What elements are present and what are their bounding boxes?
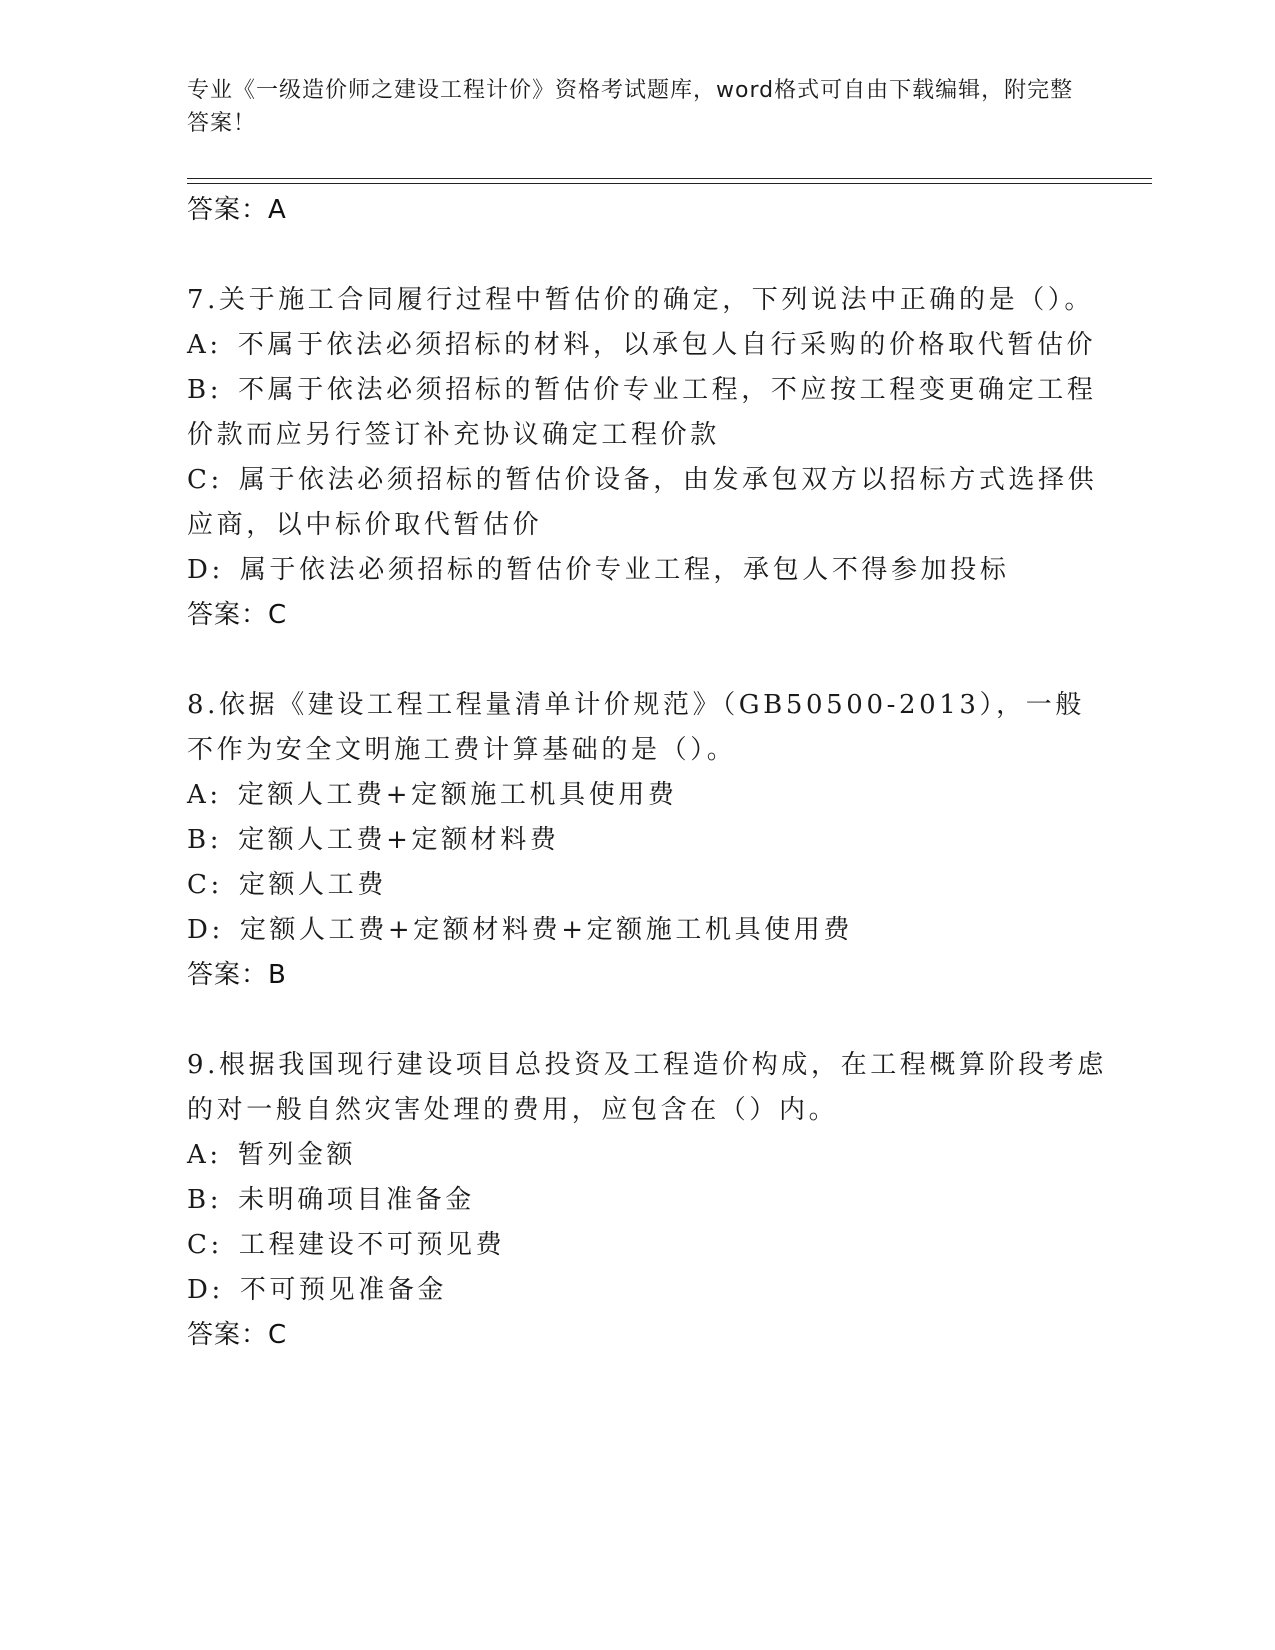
question-8-option-d (187, 908, 1107, 953)
question-9-option-b (187, 1178, 1107, 1223)
option-letter: D: (187, 915, 224, 945)
option-text: 定额人工费+定额材料费 (238, 825, 560, 855)
option-letter: C: (187, 1230, 223, 1260)
header-divider-top (187, 178, 1152, 179)
question-list (187, 188, 1107, 1357)
option-text: 定额人工费+定额材料费+定额施工机具使用费 (239, 915, 853, 945)
option-text: 不属于依法必须招标的材料，以承包人自行采购的价格取代暂估价 (237, 330, 1097, 360)
question-7-option-b (187, 368, 1107, 458)
question-7-option-c (187, 458, 1107, 548)
question-8-option-c (187, 863, 1107, 908)
question-9-answer: 答案：C (187, 1320, 288, 1350)
question-9-option-a (187, 1133, 1107, 1178)
option-letter: C: (187, 870, 223, 900)
option-letter: D: (187, 1275, 224, 1305)
option-text: 属于依法必须招标的暂估价设备，由发承包双方以招标方式选择供应商，以中标价取代暂估价 (187, 465, 1098, 540)
option-text: 不属于依法必须招标的暂估价专业工程，不应按工程变更确定工程价款而应另行签订补充协议确定工程价款 (187, 375, 1097, 450)
question-8-answer: 答案：B (187, 960, 287, 990)
option-letter: A: (187, 780, 222, 810)
previous-question-answer: 答案：A (187, 195, 287, 225)
option-text: 不可预见准备金 (239, 1275, 448, 1305)
question-8-option-b (187, 818, 1107, 863)
question-9-option-c (187, 1223, 1107, 1268)
question-7-stem: 7.关于施工合同履行过程中暂估价的确定，下列说法中正确的是（）。 (187, 285, 1095, 315)
option-letter: D: (187, 555, 224, 585)
option-letter: A: (187, 330, 222, 360)
option-letter: C: (187, 465, 223, 495)
question-9-stem: 9.根据我国现行建设项目总投资及工程造价构成，在工程概算阶段考虑的对一般自然灾害处理的费用，应包含在（）内。 (187, 1050, 1108, 1125)
question-9-option-d (187, 1268, 1107, 1313)
question-7-answer: 答案：C (187, 600, 288, 630)
header-divider-bottom (187, 183, 1152, 184)
option-text: 属于依法必须招标的暂估价专业工程，承包人不得参加投标 (239, 555, 1010, 585)
document-header-text: 专业《一级造价师之建设工程计价》资格考试题库，word格式可自由下载编辑，附完整答案！ (187, 78, 1074, 136)
question-8-stem: 8.依据《建设工程工程量清单计价规范》（GB50500-2013），一般不作为安全文明施工费计算基础的是（）。 (187, 690, 1085, 765)
option-text: 暂列金额 (237, 1140, 357, 1170)
option-letter: B: (187, 825, 223, 855)
option-text: 工程建设不可预见费 (238, 1230, 506, 1260)
question-7 (187, 278, 1107, 637)
question-8 (187, 683, 1107, 997)
option-text: 未明确项目准备金 (238, 1185, 475, 1215)
option-text: 定额人工费 (238, 870, 387, 900)
option-letter: B: (187, 375, 223, 405)
question-7-option-a (187, 323, 1107, 368)
question-7-option-d (187, 548, 1107, 593)
question-9 (187, 1043, 1107, 1357)
option-letter: B: (187, 1185, 223, 1215)
option-letter: A: (187, 1140, 222, 1170)
option-text: 定额人工费+定额施工机具使用费 (237, 780, 678, 810)
question-8-option-a (187, 773, 1107, 818)
